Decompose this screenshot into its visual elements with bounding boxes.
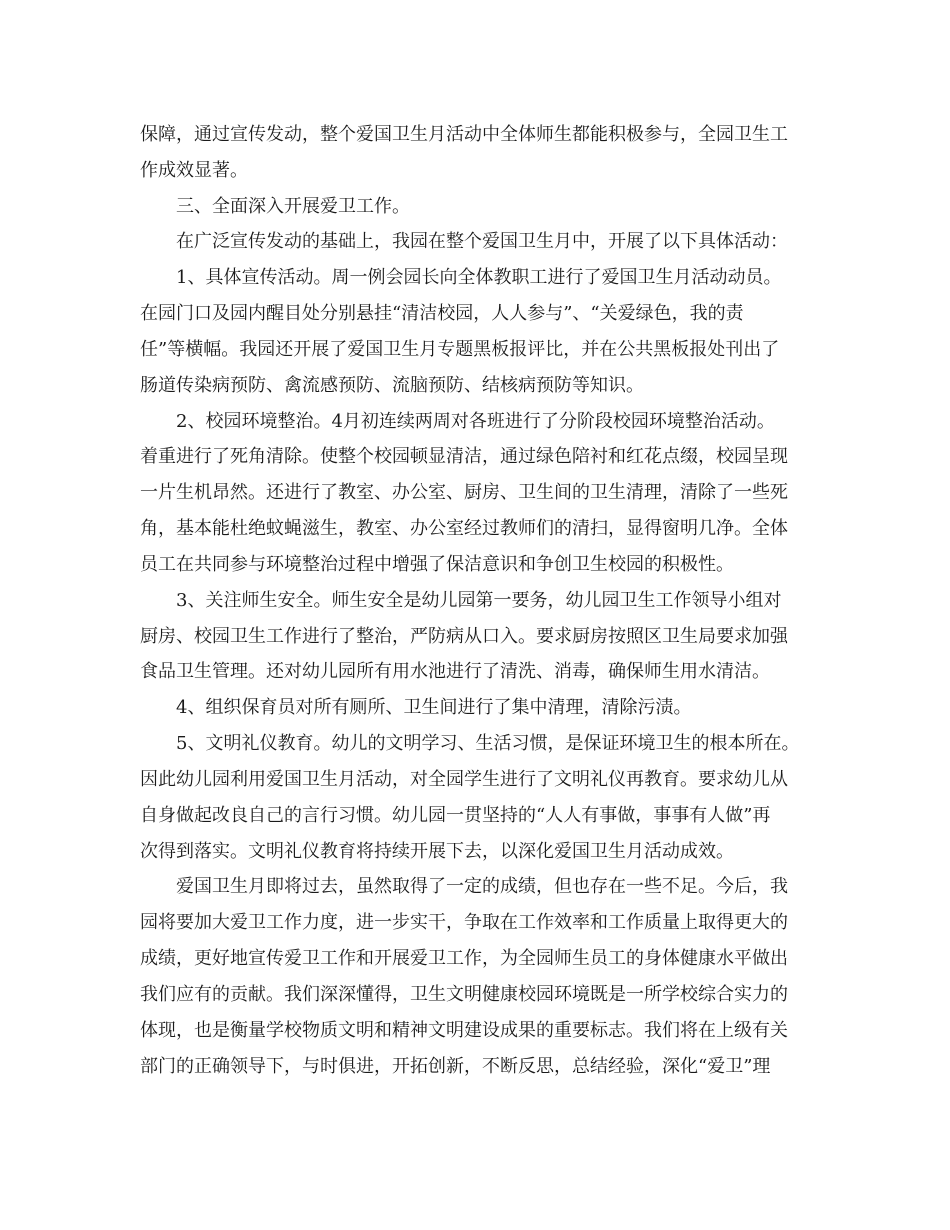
text-line-2: 作成效显著。	[140, 160, 248, 181]
text-line-26: 体现，也是衡量学校物质文明和精神文明建设成果的重要标志。我们将在上级有关	[140, 1020, 788, 1041]
text-line-13: 员工在共同参与环境整治过程中增强了保洁意识和争创卫生校园的积极性。	[140, 554, 734, 575]
text-line-7: 任”等横幅。我园还开展了爱国卫生月专题黑板报评比，并在公共黑板报处刊出了	[140, 339, 780, 360]
text-line-1: 保障，通过宣传发动，整个爱国卫生月活动中全体师生都能积极参与，全园卫生工	[140, 124, 788, 145]
text-line-27: 部门的正确领导下，与时俱进，开拓创新，不断反思，总结经验，深化“爱卫”理	[140, 1056, 771, 1077]
text-line-4: 在广泛宣传发动的基础上，我园在整个爱国卫生月中，开展了以下具体活动：	[176, 231, 788, 252]
text-line-20: 自身做起改良自己的言行习惯。幼儿园一贯坚持的“人人有事做，事事有人做”再	[140, 805, 771, 826]
text-line-8: 肠道传染病预防、禽流感预防、流脑预防、结核病预防等知识。	[140, 375, 644, 396]
text-line-11: 一片生机昂然。还进行了教室、办公室、厨房、卫生间的卫生清理，清除了一些死	[140, 482, 788, 503]
text-line-17: 4、组织保育员对所有厕所、卫生间进行了集中清理，清除污渍。	[176, 697, 692, 718]
text-line-23: 园将要加大爱卫工作力度，进一步实干，争取在工作效率和工作质量上取得更大的	[140, 912, 788, 933]
text-line-16: 食品卫生管理。还对幼儿园所有用水池进行了清洗、消毒，确保师生用水清洁。	[140, 661, 770, 682]
text-line-25: 我们应有的贡献。我们深深懂得，卫生文明健康校园环境既是一所学校综合实力的	[140, 984, 788, 1005]
text-line-21: 次得到落实。文明礼仪教育将持续开展下去，以深化爱国卫生月活动成效。	[140, 841, 734, 862]
text-line-5: 1、具体宣传活动。周一例会园长向全体教职工进行了爱国卫生月活动动员。	[176, 267, 782, 288]
text-line-12: 角，基本能杜绝蚊蝇滋生，教室、办公室经过教师们的清扫，显得窗明几净。全体	[140, 518, 788, 539]
text-line-14: 3、关注师生安全。师生安全是幼儿园第一要务，幼儿园卫生工作领导小组对	[176, 590, 782, 611]
text-line-22: 爱国卫生月即将过去，虽然取得了一定的成绩，但也存在一些不足。今后，我	[176, 876, 788, 897]
text-line-19: 因此幼儿园利用爱国卫生月活动，对全园学生进行了文明礼仪再教育。要求幼儿从	[140, 769, 788, 790]
text-line-24: 成绩，更好地宣传爱卫工作和开展爱卫工作，为全园师生员工的身体健康水平做出	[140, 948, 788, 969]
text-line-18: 5、文明礼仪教育。幼儿的文明学习、生活习惯，是保证环境卫生的根本所在。	[176, 733, 800, 754]
section-heading-3: 三、全面深入开展爱卫工作。	[176, 196, 410, 217]
text-line-9: 2、校园环境整治。4月初连续两周对各班进行了分阶段校园环境整治活动。	[176, 411, 775, 432]
text-line-6: 在园门口及园内醒目处分别悬挂“清洁校园，人人参与”、“关爱绿色，我的责	[140, 303, 744, 324]
text-line-10: 着重进行了死角清除。使整个校园顿显清洁，通过绿色陪衬和红花点缀，校园呈现	[140, 446, 788, 467]
text-line-15: 厨房、校园卫生工作进行了整治，严防病从口入。要求厨房按照区卫生局要求加强	[140, 626, 788, 647]
